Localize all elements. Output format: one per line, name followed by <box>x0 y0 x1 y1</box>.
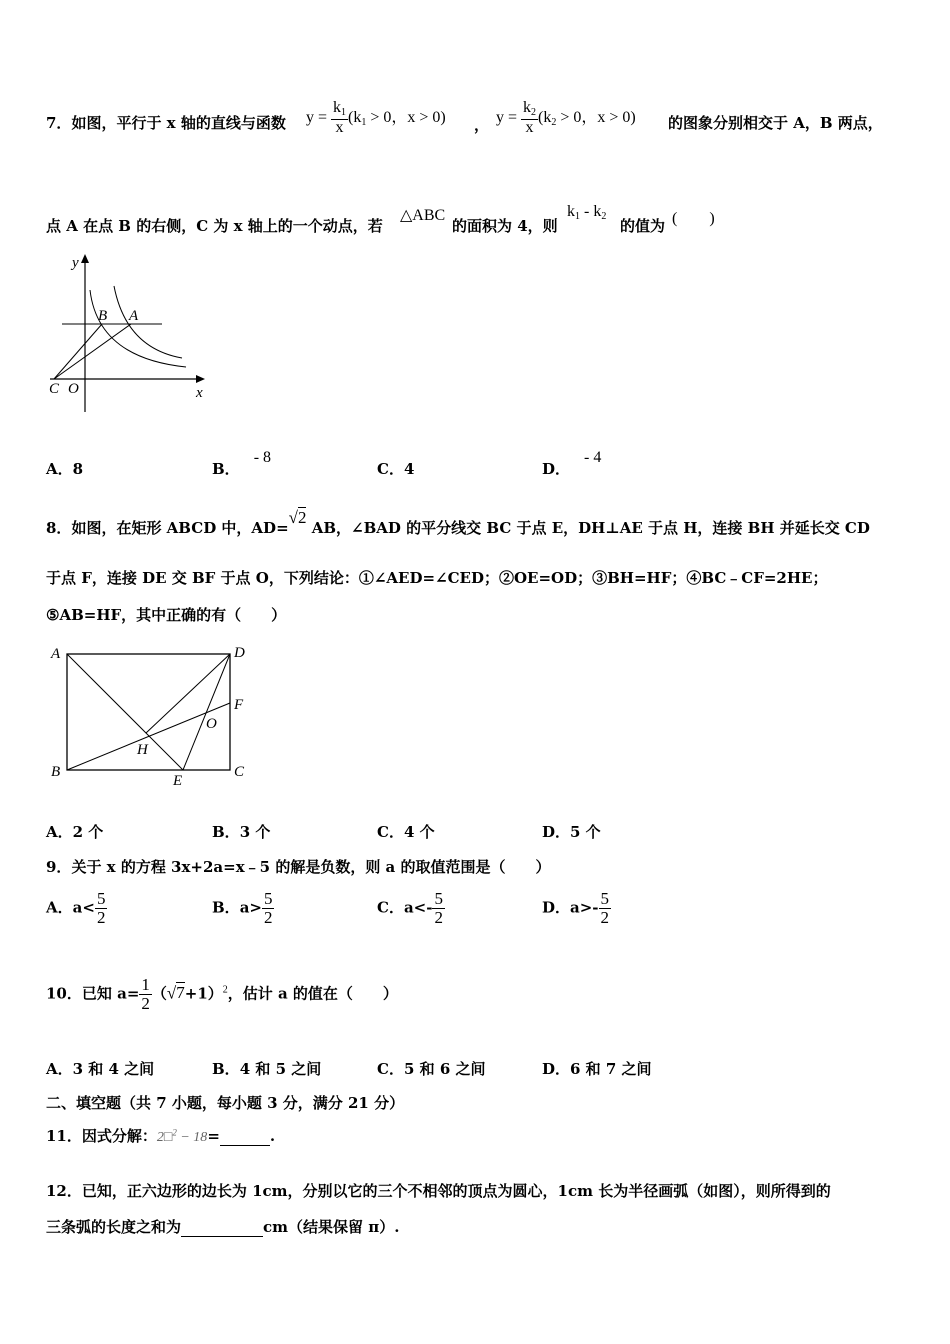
q8-rectangle <box>67 654 230 770</box>
q7-comma: ， <box>474 116 490 134</box>
q8-option-a[interactable]: A．2 个 <box>46 823 104 841</box>
q10-option-d[interactable]: D．6 和 7 之间 <box>542 1060 652 1078</box>
q9-option-d[interactable]: D．a>- $\frac{5}{2}$ <box>542 889 610 927</box>
q7-kdiff: $k_1 - k_2$ <box>567 203 607 222</box>
q7-option-a[interactable]: A．8 <box>46 460 84 478</box>
q7-option-d[interactable]: D．- 4 <box>542 449 602 478</box>
q11-question: 11．因式分解：2□$^2$ − 18= . <box>46 1127 276 1145</box>
q8-sqrt: √2 <box>288 508 307 527</box>
q8-option-b[interactable]: B．3 个 <box>212 823 271 841</box>
q12-line2: 三条弧的长度之和为 cm（结果保留 π）. <box>46 1218 400 1236</box>
q11-answer-blank[interactable] <box>220 1127 270 1146</box>
q8-label-F: F <box>234 697 244 713</box>
q8-label-D: D <box>234 645 245 661</box>
q7-line1 <box>46 112 286 133</box>
q9-option-c[interactable]: C．a<- $\frac{5}{2}$ <box>377 889 443 927</box>
q7-label-B: B <box>98 308 108 324</box>
q8-label-O: O <box>206 716 217 732</box>
q7-label-C: C <box>49 381 60 397</box>
q7-option-b[interactable]: B．- 8 <box>212 449 272 478</box>
q7-triangle: △ABC <box>400 207 446 224</box>
q9-question: 9．关于 x 的方程 3x+2a=x﹣5 的解是负数，则 a 的取值范围是（ ） <box>46 858 551 876</box>
q7-label-O: O <box>68 381 79 397</box>
q8-option-c[interactable]: C．4 个 <box>377 823 435 841</box>
q7-text5: 的值为 <box>620 217 666 235</box>
q7-y-arrow <box>81 254 89 263</box>
q10-question: 10．已知 a= $\frac{1}{2}$ $(√7+1)^2$，估计 a 的值在（ ） <box>46 975 398 1013</box>
q7-formula1: y = $\frac{k_1}{x}$ ($k_1 > 0$，x > 0) <box>306 99 446 136</box>
q8-segment-DH <box>146 654 230 733</box>
q9-option-a[interactable]: A．a< $\frac{5}{2}$ <box>46 889 106 927</box>
section2-title: 二、填空题（共 7 小题，每小题 3 分，满分 21 分） <box>46 1094 405 1112</box>
q12-line1: 12．已知，正六边形的边长为 1cm，分别以它的三个不相邻的顶点为圆心，1cm 长为半径画弧（如图），则所得到的 <box>46 1182 831 1200</box>
q8-label-C: C <box>234 764 245 780</box>
q10-option-c[interactable]: C．5 和 6 之间 <box>377 1060 486 1078</box>
q7-text3: 点 A 在点 B 的右侧，C 为 x 轴上的一个动点，若 <box>46 217 383 235</box>
q12-answer-blank[interactable] <box>181 1218 263 1237</box>
q9-option-b[interactable]: B．a> $\frac{5}{2}$ <box>212 889 273 927</box>
q7-paren: ( ) <box>672 210 715 227</box>
q7-text2: 的图象分别相交于 A，B 两点， <box>668 114 883 132</box>
q8-label-A: A <box>51 646 61 662</box>
q7-text4: 的面积为 4，则 <box>452 217 558 235</box>
q7-line2 <box>46 200 383 236</box>
q7-label-A: A <box>129 308 139 324</box>
q7-figure <box>40 250 220 420</box>
q7-segment-CA <box>54 324 131 379</box>
q8-label-E: E <box>173 773 183 789</box>
q8-line3: ⑤AB=HF，其中正确的有（ ） <box>46 606 287 624</box>
q7-text1: 如图，平行于 x 轴的直线与函数 <box>71 114 286 132</box>
q7-formula2: y = $\frac{k_2}{x}$ ($k_2 > 0$，x > 0) <box>496 99 636 136</box>
q7-number: 7． <box>46 114 72 132</box>
q8-figure <box>45 640 260 792</box>
q8-segment-DE <box>183 654 230 770</box>
q7-label-y: y <box>72 255 79 271</box>
q7-segment-CB <box>54 324 102 379</box>
q8-line2: 于点 F，连接 DE 交 BF 于点 O，下列结论：①∠AED=∠CED；②OE=OD；③BH=HF；④BC﹣CF=2HE； <box>46 569 828 587</box>
q10-option-b[interactable]: B．4 和 5 之间 <box>212 1060 322 1078</box>
q10-sqrt: √7 <box>166 983 185 1003</box>
q7-option-c[interactable]: C．4 <box>377 460 415 478</box>
q8-label-H: H <box>137 742 148 758</box>
q8-line1: 8．如图，在矩形 ABCD 中，AD=√2 AB，∠BAD 的平分线交 BC 于点 E，DH⊥AE 于点 H，连接 BH 并延长交 CD <box>46 508 870 537</box>
q7-x-arrow <box>196 375 205 383</box>
q8-label-B: B <box>51 764 61 780</box>
q8-segment-AE <box>67 654 183 770</box>
q10-option-a[interactable]: A．3 和 4 之间 <box>46 1060 155 1078</box>
q11-expression: 2□$^2$ − 18 <box>156 1127 208 1145</box>
q8-option-d[interactable]: D．5 个 <box>542 823 601 841</box>
q10-fraction: $\frac{1}{2}$ <box>141 975 150 1013</box>
q7-label-x: x <box>196 385 203 401</box>
